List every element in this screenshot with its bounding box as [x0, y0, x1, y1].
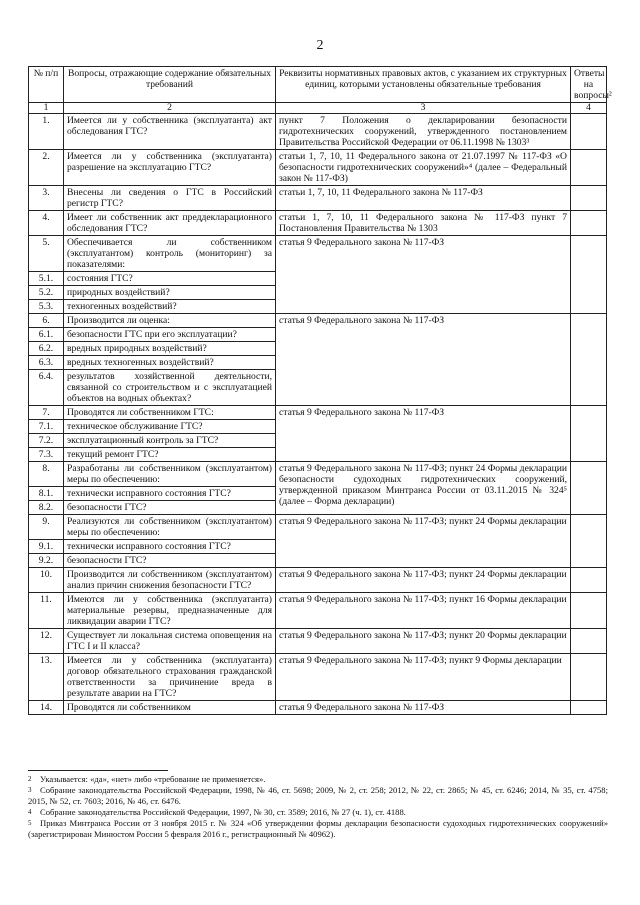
table-row: [29, 654, 607, 701]
footnote-divider: [28, 770, 168, 771]
question-cell: результатов хозяйственной деятельности, связанной со строительством и с эксплуатацией объектов на водных объектах?: [64, 370, 276, 406]
row-number: 4.: [29, 211, 64, 236]
table-row: [29, 114, 607, 150]
answer-cell[interactable]: [571, 114, 607, 150]
table-row: [29, 629, 607, 654]
question-cell: Имеется ли у собственника (эксплуатанта) акт обследования ГТС?: [64, 114, 276, 150]
row-number: 10.: [29, 568, 64, 593]
question-cell: Проводятся ли собственником ГТС:: [64, 406, 276, 420]
question-cell: технически исправного состояния ГТС?: [64, 540, 276, 554]
row-number: 9.2.: [29, 554, 64, 568]
header-question: Вопросы, отражающие содержание обязательных требований: [64, 67, 276, 103]
table-row: [29, 462, 607, 487]
footnote: [28, 774, 608, 785]
table-row: [29, 186, 607, 211]
header-num: № п/п: [29, 67, 64, 103]
row-number: 6.2.: [29, 342, 64, 356]
row-number: 7.: [29, 406, 64, 420]
header-row: [29, 67, 607, 103]
question-cell: вредных природных воздействий?: [64, 342, 276, 356]
table-row: [29, 211, 607, 236]
footnote: [28, 818, 608, 840]
footnote-mark: 2: [28, 775, 32, 783]
header-answer: Ответы на вопросы²: [571, 67, 607, 103]
answer-cell[interactable]: [571, 701, 607, 715]
table-row: [29, 701, 607, 715]
header-reference: Реквизиты нормативных правовых актов, с указанием их структурных единиц, которыми установлены обязательные требования: [276, 67, 571, 103]
question-cell: безопасности ГТС при его эксплуатации?: [64, 328, 276, 342]
reference-cell: статья 9 Федерального закона № 117-ФЗ: [276, 701, 571, 715]
answer-cell[interactable]: [571, 593, 607, 629]
question-cell: технически исправного состояния ГТС?: [64, 487, 276, 501]
reference-cell: статьи 1, 7, 10, 11 Федерального закона от 21.07.1997 № 117-ФЗ «О безопасности гидротехнических сооружений»⁴ (далее – Федеральный закон № 117-ФЗ): [276, 150, 571, 186]
question-cell: Обеспечивается ли собственником (эксплуатантом) контроль (мониторинг) за показателями:: [64, 236, 276, 272]
table-row: [29, 406, 607, 420]
answer-cell[interactable]: [571, 211, 607, 236]
footnote-mark: 5: [28, 819, 32, 827]
table-row: [29, 568, 607, 593]
question-cell: Разработаны ли собственником (эксплуатантом) меры по обеспечению:: [64, 462, 276, 487]
column-index: 3: [276, 103, 571, 114]
question-cell: Имеет ли собственник акт преддекларационного обследования ГТС?: [64, 211, 276, 236]
question-cell: Существует ли локальная система оповещения на ГТС I и II класса?: [64, 629, 276, 654]
footnote-text: Приказ Минтранса России от 3 ноября 2015 г. № 324 «Об утверждении формы декларации безопасности судоходных гидротехнических сооружений» (зарегистрирован Минюстом России 5 февраля 2016 г., регистрационный № 40962).: [28, 818, 608, 839]
table-row: [29, 314, 607, 328]
row-number: 13.: [29, 654, 64, 701]
answer-cell[interactable]: [571, 629, 607, 654]
reference-cell: статья 9 Федерального закона № 117-ФЗ; пункт 24 Формы декларации: [276, 515, 571, 568]
row-number: 9.1.: [29, 540, 64, 554]
question-cell: текущий ремонт ГТС?: [64, 448, 276, 462]
question-cell: Производится ли собственником (эксплуатантом) анализ причин снижения безопасности ГТС?: [64, 568, 276, 593]
table-row: [29, 236, 607, 272]
footnote-text: Собрание законодательства Российской Федерации, 1997, № 30, ст. 3589; 2016, № 27 (ч. 1), ст. 4188.: [40, 807, 406, 817]
row-number: 7.3.: [29, 448, 64, 462]
row-number: 1.: [29, 114, 64, 150]
footnote-mark: 4: [28, 808, 32, 816]
row-number: 11.: [29, 593, 64, 629]
answer-cell[interactable]: [571, 236, 607, 314]
answer-cell[interactable]: [571, 654, 607, 701]
question-cell: состояния ГТС?: [64, 272, 276, 286]
table-row: [29, 150, 607, 186]
reference-cell: статья 9 Федерального закона № 117-ФЗ; пункт 24 Формы декларации безопасности судоходных гидротехнических сооружений, утвержденной приказом Минтранса России от 03.11.2015 № 324⁵ (далее – Форма декларации): [276, 462, 571, 515]
answer-cell[interactable]: [571, 515, 607, 568]
row-number: 7.1.: [29, 420, 64, 434]
reference-cell: статьи 1, 7, 10, 11 Федерального закона № 117-ФЗ: [276, 186, 571, 211]
row-number: 6.3.: [29, 356, 64, 370]
row-number: 5.1.: [29, 272, 64, 286]
question-cell: безопасности ГТС?: [64, 501, 276, 515]
column-index-row: [29, 103, 607, 114]
footnote-text: Собрание законодательства Российской Федерации, 1998, № 46, ст. 5698; 2009, № 2, ст. 258; 2012, № 22, ст. 2865; № 45, ст. 6246; 2014, № 35, ст. 4758; 2015, № 52, ст. 7603; 2016, № 46, ст. 6476.: [28, 785, 608, 806]
question-cell: техногенных воздействий?: [64, 300, 276, 314]
row-number: 7.2.: [29, 434, 64, 448]
question-cell: вредных техногенных воздействий?: [64, 356, 276, 370]
footnote-mark: 3: [28, 786, 32, 794]
question-cell: Имеются ли у собственника (эксплуатанта) материальные резервы, предназначенные для ликвидации аварии ГТС?: [64, 593, 276, 629]
column-index: 4: [571, 103, 607, 114]
reference-cell: статья 9 Федерального закона № 117-ФЗ; пункт 9 Формы декларации: [276, 654, 571, 701]
reference-cell: статья 9 Федерального закона № 117-ФЗ; пункт 16 Формы декларации: [276, 593, 571, 629]
footnote: [28, 807, 608, 818]
answer-cell[interactable]: [571, 462, 607, 515]
footnote-text: Указывается: «да», «нет» либо «требование не применяется».: [40, 774, 266, 784]
reference-cell: пункт 7 Положения о декларировании безопасности гидротехнических сооружений, утвержденного постановлением Правительства Российской Федерации от 06.11.1998 № 1303³: [276, 114, 571, 150]
reference-cell: статья 9 Федерального закона № 117-ФЗ; пункт 24 Формы декларации: [276, 568, 571, 593]
answer-cell[interactable]: [571, 150, 607, 186]
page-number: 2: [316, 38, 324, 53]
row-number: 8.: [29, 462, 64, 487]
reference-cell: статьи 1, 7, 10, 11 Федерального закона № 117-ФЗ пункт 7 Постановления Правительства № 1303: [276, 211, 571, 236]
row-number: 8.2.: [29, 501, 64, 515]
question-cell: эксплуатационный контроль за ГТС?: [64, 434, 276, 448]
row-number: 6.1.: [29, 328, 64, 342]
table-row: [29, 593, 607, 629]
table-row: [29, 515, 607, 540]
question-cell: Производится ли оценка:: [64, 314, 276, 328]
answer-cell[interactable]: [571, 314, 607, 406]
answer-cell[interactable]: [571, 406, 607, 462]
row-number: 6.4.: [29, 370, 64, 406]
answer-cell[interactable]: [571, 186, 607, 211]
column-index: 2: [64, 103, 276, 114]
reference-cell: статья 9 Федерального закона № 117-ФЗ: [276, 236, 571, 314]
question-cell: Проводятся ли собственником: [64, 701, 276, 715]
reference-cell: статья 9 Федерального закона № 117-ФЗ; пункт 20 Формы декларации: [276, 629, 571, 654]
question-cell: техническое обслуживание ГТС?: [64, 420, 276, 434]
question-cell: Внесены ли сведения о ГТС в Российский регистр ГТС?: [64, 186, 276, 211]
question-cell: природных воздействий?: [64, 286, 276, 300]
row-number: 14.: [29, 701, 64, 715]
row-number: 5.2.: [29, 286, 64, 300]
question-cell: Имеется ли у собственника (эксплуатанта) разрешение на эксплуатацию ГТС?: [64, 150, 276, 186]
row-number: 8.1.: [29, 487, 64, 501]
question-cell: Реализуются ли собственником (эксплуатантом) меры по обеспечению:: [64, 515, 276, 540]
row-number: 9.: [29, 515, 64, 540]
row-number: 5.3.: [29, 300, 64, 314]
question-cell: безопасности ГТС?: [64, 554, 276, 568]
row-number: 6.: [29, 314, 64, 328]
footnote: [28, 785, 608, 807]
row-number: 3.: [29, 186, 64, 211]
row-number: 2.: [29, 150, 64, 186]
row-number: 12.: [29, 629, 64, 654]
column-index: 1: [29, 103, 64, 114]
row-number: 5.: [29, 236, 64, 272]
footnotes: [28, 770, 608, 840]
answer-cell[interactable]: [571, 568, 607, 593]
question-cell: Имеется ли у собственника (эксплуатанта) договор обязательного страхования гражданской ответственности за причинение вреда в результате аварии на ГТС?: [64, 654, 276, 701]
reference-cell: статья 9 Федерального закона № 117-ФЗ: [276, 406, 571, 462]
reference-cell: статья 9 Федерального закона № 117-ФЗ: [276, 314, 571, 406]
requirements-table: [28, 66, 612, 715]
